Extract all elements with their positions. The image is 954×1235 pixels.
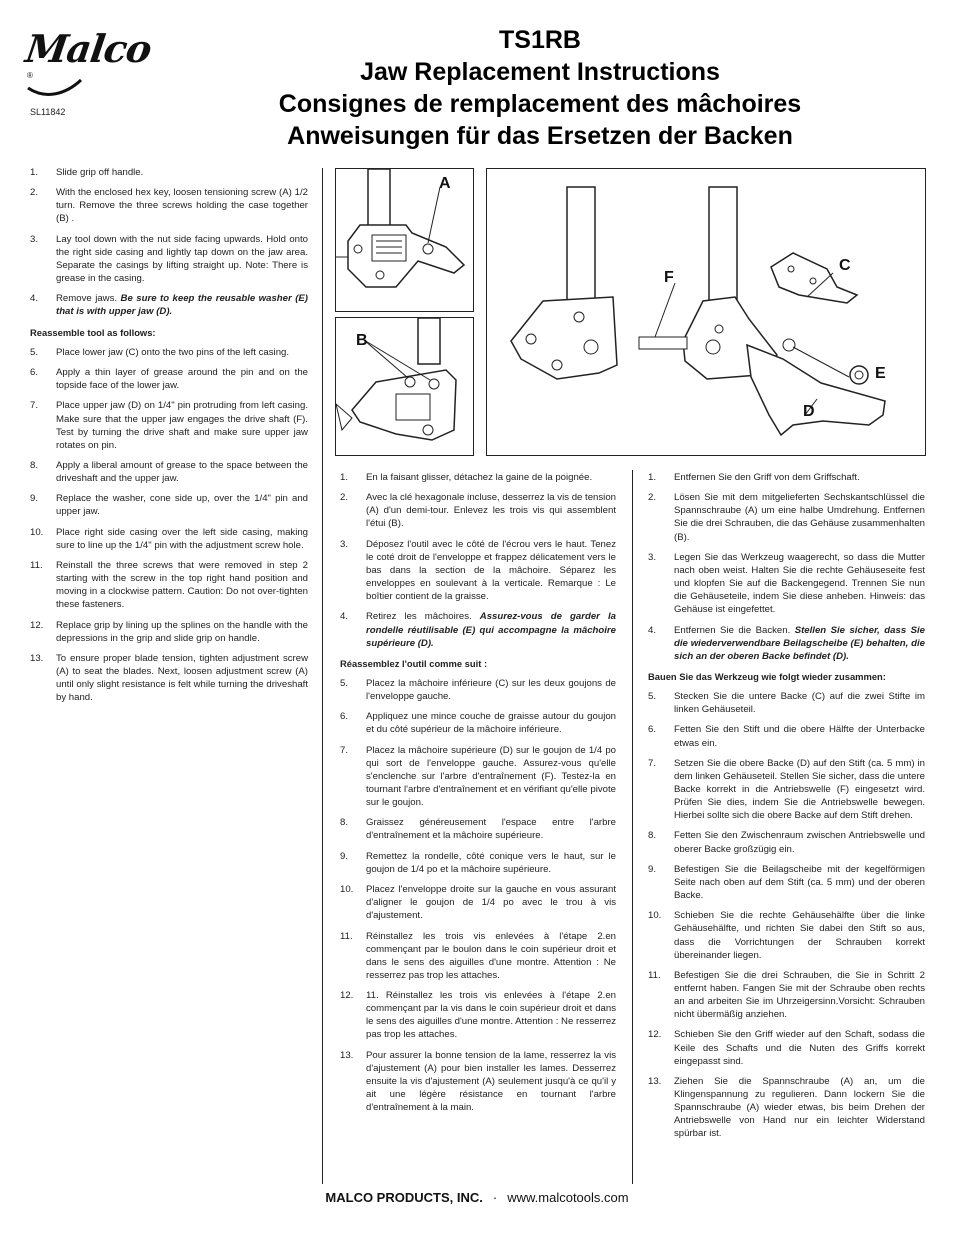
label-e: E (875, 365, 886, 382)
list-item: 9. Befestigen Sie die Beilagscheibe mit der kegelförmigen Seite nach oben auf dem Stift (ca. 5 mm) und der oberen Backe. (648, 863, 925, 902)
english-instructions (30, 166, 308, 712)
company-name: MALCO PRODUCTS, INC. (325, 1190, 483, 1205)
list-item: 9. Remettez la rondelle, côté conique vers le haut, sur le goujon de 1/4 po et la mâchoire supérieure. (340, 850, 616, 875)
list-item: 3. Legen Sie das Werkzeug waagerecht, so dass die Mutter nach oben weist. Halten Sie die rechte Gehäuseseite fest und klopfen Sie auf die Backengegend. Trennen Sie nun die Gehäuseteile, indem Sie diese anheben. Hinweis: das Gehäuse ist eingefettet. (648, 551, 925, 616)
list-item: 8. Graissez généreusement l'espace entre l'arbre d'entraînement et la mâchoire supérieure. (340, 817, 616, 842)
list-item: 8. Fetten Sie den Zwischenraum zwischen Antriebswelle und oberer Backe großzügig ein. (648, 830, 925, 855)
list-item: 2. Lösen Sie mit dem mitgelieferten Sechskantschlüssel die Spannschraube (A) um eine halbe Umdrehung. Entfernen Sie die drei Schrauben, die das Gehäuse zusammenhalten (B). (648, 492, 925, 543)
tool-casing-figure-a (336, 169, 473, 311)
reassemble-heading: Reassemble tool as follows: (30, 326, 156, 338)
jaw-assembly-diagram (487, 169, 925, 455)
list-item: 6. Apply a thin layer of grease around the pin and on the topside face of the lower jaw. (30, 367, 308, 392)
list-item: 1. Entfernen Sie den Griff von dem Griffschaft. (648, 472, 860, 483)
list-item: 7. Setzen Sie die obere Backe (D) auf den Stift (ca. 5 mm) in dem linken Gehäuseteil. Stellen Sie sicher, dass die untere Backe korrekt in die Antriebswelle (F) eingesetzt wird. Prüfen Sie dies, indem Sie die Antriebswelle bewegen. Hierbei sollte sich die obere Backe auf dem Stift drehen. (648, 757, 925, 822)
list-item: 13. Ziehen Sie die Spannschraube (A) an, um die Klingenspannung zu regulieren. Dann lockern Sie die Spannschraube (A) wieder etwas, bis beim Drehen der Antriebswelle von Hand nur ein leichter Widerstand spürbar ist. (648, 1075, 925, 1140)
list-item: 2. With the enclosed hex key, loosen tensioning screw (A) 1/2 turn. Remove the three screws holding the case together (B) . (30, 187, 308, 225)
label-f: F (664, 269, 674, 286)
list-item: 10. Place right side casing over the left side casing, making sure to line up the 1/4" pin with the adjustment screw hole. (30, 526, 308, 551)
list-item: 9. Replace the washer, cone side up, over the 1/4" pin and upper jaw. (30, 493, 308, 518)
list-item: 11. Reinstall the three screws that were removed in step 2 starting with the screw in the top right hand position and moving in a clockwise pattern. Caution: Do not over-tighten these fasteners. (30, 560, 308, 611)
list-item: 5. Stecken Sie die untere Backe (C) auf die zwei Stifte im linken Gehäuseteil. (648, 691, 925, 716)
label-b: B (356, 332, 368, 349)
part-code: SL11842 (30, 107, 66, 117)
list-item: 6. Fetten Sie den Stift und die obere Hälfte der Unterbacke etwas ein. (648, 724, 925, 749)
reassemble-heading: Réassemblez l'outil comme suit : (340, 657, 488, 669)
list-item: 12. 11. Réinstallez les trois vis enlevées à l'étape 2.en commençant par la vis dans le coin supérieur droit et dans le sens des aiguilles d'une montre. Attention : Ne resserrez pas trop les attaches. (340, 990, 616, 1041)
column-divider-left (322, 168, 323, 1184)
list-item: 10. Placez l'enveloppe droite sur la gauche en vous assurant d'aligner le goujon de 1/4 po avec le trou à vis d'ajustement. (340, 884, 616, 922)
list-item: 13. Pour assurer la bonne tension de la lame, resserrez la vis d'ajustement (A) pour bien installer les lames. Desserrez ensuite la vis d'ajustement (A) seulement jusqu'à ce qu'il y ait une légère résistance en tournant l'arbre d'entraînement à la main. (340, 1049, 616, 1114)
label-c: C (839, 257, 851, 274)
figure-jaw-assembly (486, 168, 926, 456)
list-item: 1. Slide grip off handle. (30, 167, 144, 178)
list-item: 3. Déposez l'outil avec le côté de l'écrou vers le haut. Tenez le coté droit de l'enveloppe et frappez délicatement vers le bas dans la section de la mâchoire. Séparez les enveloppes en soulevant à la verticale. Remarque : Le boîtier contient de la graisse. (340, 538, 616, 603)
list-item: 8. Apply a liberal amount of grease to the space between the driveshaft and the upper jaw. (30, 460, 308, 485)
list-item: 6. Appliquez une mince couche de graisse autour du goujon et du côté supérieur de la mâchoire inférieure. (340, 711, 616, 736)
list-item: 4. Retirez les mâchoires. Assurez-vous de garder la rondelle réutilisable (E) qui accompagne la mâchoire supérieure (D). (340, 611, 616, 649)
column-divider-right (632, 470, 633, 1184)
list-item: 2. Avec la clé hexagonale incluse, desserrez la vis de tension (A) d'un demi-tour. Enlevez les trois vis qui assemblent l'étui (B). (340, 492, 616, 530)
reassemble-heading: Bauen Sie das Werkzeug wie folgt wieder zusammen: (648, 670, 886, 682)
list-item: 13. To ensure proper blade tension, tighten adjustment screw (A) to seat the blades. Next, loosen adjustment screw (A) until only slight resistance is felt while turning the driveshaft by hand. (30, 653, 308, 704)
list-item: 4. Remove jaws. Be sure to keep the reusable washer (E) that is with upper jaw (D). (30, 293, 308, 318)
title-fr: Consignes de remplacement des mâchoires (278, 90, 802, 118)
list-item: 4. Entfernen Sie die Backen. Stellen Sie sicher, dass Sie die wiederverwendbare Beilagscheibe (E) behalten, die sich an der oberen Backe befindet (D). (648, 624, 925, 662)
list-item: 11. Befestigen Sie die drei Schrauben, die Sie in Schritt 2 entfernt haben. Fangen Sie mit der Schraube oben rechts an and arbeiten Sie im Uhrzeigersinn.Vorsicht: Schrauben nicht übermäßig anziehen. (648, 969, 925, 1021)
list-item: 5. Placez la mâchoire inférieure (C) sur les deux goujons de l'enveloppe gauche. (340, 677, 616, 703)
title-en: Jaw Replacement Instructions (360, 58, 720, 86)
label-d: D (803, 403, 815, 420)
figure-step-b (335, 317, 474, 456)
list-item: 11. Réinstallez les trois vis enlevées à l'étape 2.en commençant par le boulon dans le coin supérieur droit et dans le sens des aiguilles d'une montre. Attention : Ne resserrez pas trop les attaches. (340, 930, 616, 981)
logo-swash-icon (26, 70, 146, 100)
list-item: 10. Schieben Sie die rechte Gehäusehälfte über die linke Gehäusehälfte, und richten Sie dabei den Stift so aus, dass die Vorrichtungen der Schrauben korrekt übereinander liegen. (648, 910, 925, 961)
french-instructions (340, 471, 616, 1121)
title-de: Anweisungen für das Ersetzen der Backen (287, 122, 793, 150)
german-instructions (648, 471, 925, 1148)
figure-step-a (335, 168, 474, 312)
list-item: 7. Place upper jaw (D) on 1/4" pin protruding from left casing. Make sure that the upper jaw engages the drive shaft (F). Test by turning the drive shaft and make sure upper jaw rotates on pin. (30, 400, 308, 451)
footer (0, 1190, 954, 1205)
list-item: 3. Lay tool down with the nut side facing upwards. Hold onto the right side casing and lightly tap down on the jaw area. Separate the casings by lifting straight up. Note: There is grease in the casing. (30, 233, 308, 285)
registered-mark: ® (27, 71, 33, 80)
footer-separator: · (492, 1190, 498, 1205)
malco-logo (22, 26, 156, 98)
website-link[interactable]: www.malcotools.com (507, 1190, 629, 1205)
logo-wordmark: Malco (22, 26, 154, 71)
page-title (270, 24, 810, 152)
list-item: 12. Schieben Sie den Griff wieder auf den Schaft, sodass die Keile des Schafts und die Nuten des Griffs korrekt eingepasst sind. (648, 1029, 925, 1067)
list-item: 1. En la faisant glisser, détachez la gaine de la poignée. (340, 472, 593, 483)
list-item: 7. Placez la mâchoire supérieure (D) sur le goujon de 1/4 po qui sort de l'enveloppe gauche. Assurez-vous qu'elle s'enclenche sur l'arbre d'entraînement (F). Testez-la en tournant l'arbre d'entraînement et en vérifiant qu'elle pivote sur le goujon. (340, 744, 616, 809)
list-item: 12. Replace grip by lining up the splines on the handle with the depressions in the grip and slide grip on handle. (30, 619, 308, 644)
list-item: 5. Place lower jaw (C) onto the two pins of the left casing. (30, 346, 290, 358)
label-a: A (439, 175, 451, 192)
model-title: TS1RB (499, 26, 581, 54)
